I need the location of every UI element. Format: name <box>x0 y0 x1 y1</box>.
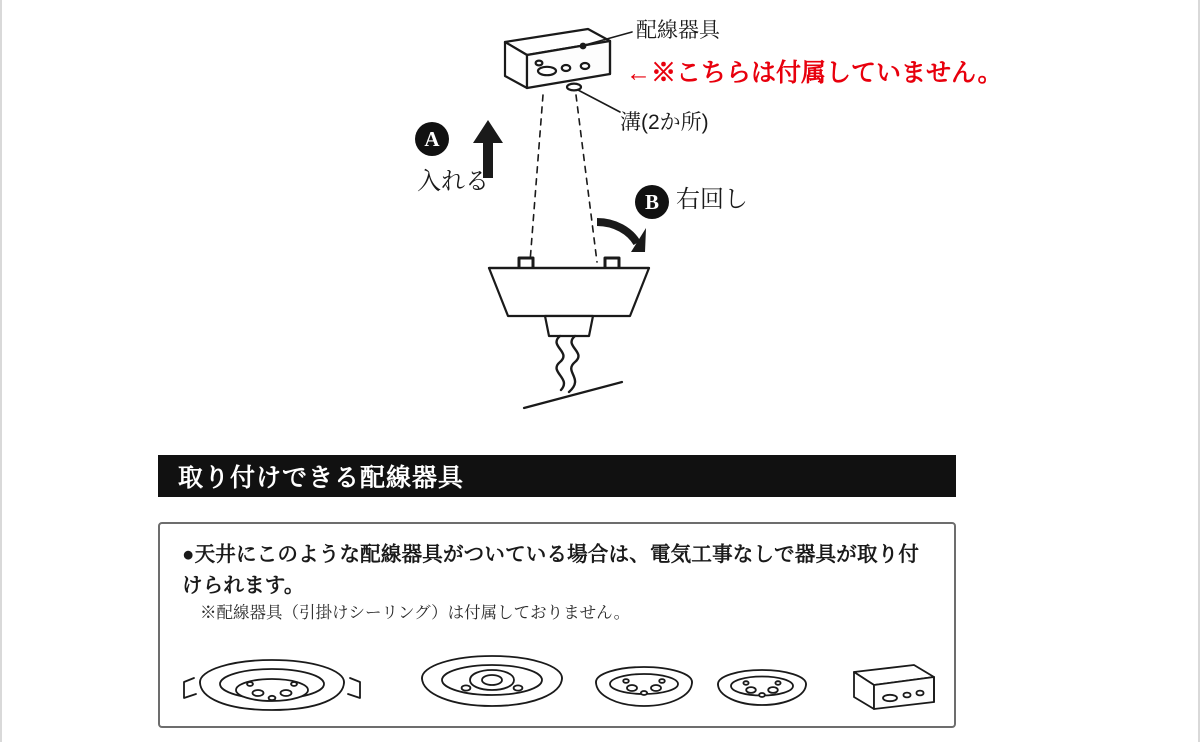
section-title-bar <box>158 455 956 497</box>
label-not-included-note: ←※こちらは付属していません。 <box>626 59 1003 87</box>
compatible-devices-panel <box>158 522 956 728</box>
section-title-text: 取り付けできる配線器具 <box>178 464 465 492</box>
fixture-illustrations-svg <box>174 636 944 724</box>
fixture-5 <box>854 665 934 709</box>
fixture-3 <box>596 667 692 706</box>
step-a-label: 入れる <box>417 168 489 195</box>
step-a-badge: A <box>415 122 449 156</box>
fixture-illustrations <box>174 636 944 724</box>
label-groove: 溝(2か所) <box>620 111 709 134</box>
fixture-4 <box>718 670 806 705</box>
fixture-1 <box>184 660 360 710</box>
panel-note-text: ※配線器具（引掛けシーリング）は付属しておりません。 <box>200 604 631 622</box>
label-wiring-device: 配線器具 <box>636 19 720 42</box>
panel-primary-text: ●天井にこのような配線器具がついている場合は、電気工事なしで器具が取り付けられます。 <box>182 543 920 597</box>
step-b-label: 右回し <box>676 186 748 213</box>
step-b-badge: B <box>635 185 669 219</box>
fixture-2 <box>422 656 562 706</box>
